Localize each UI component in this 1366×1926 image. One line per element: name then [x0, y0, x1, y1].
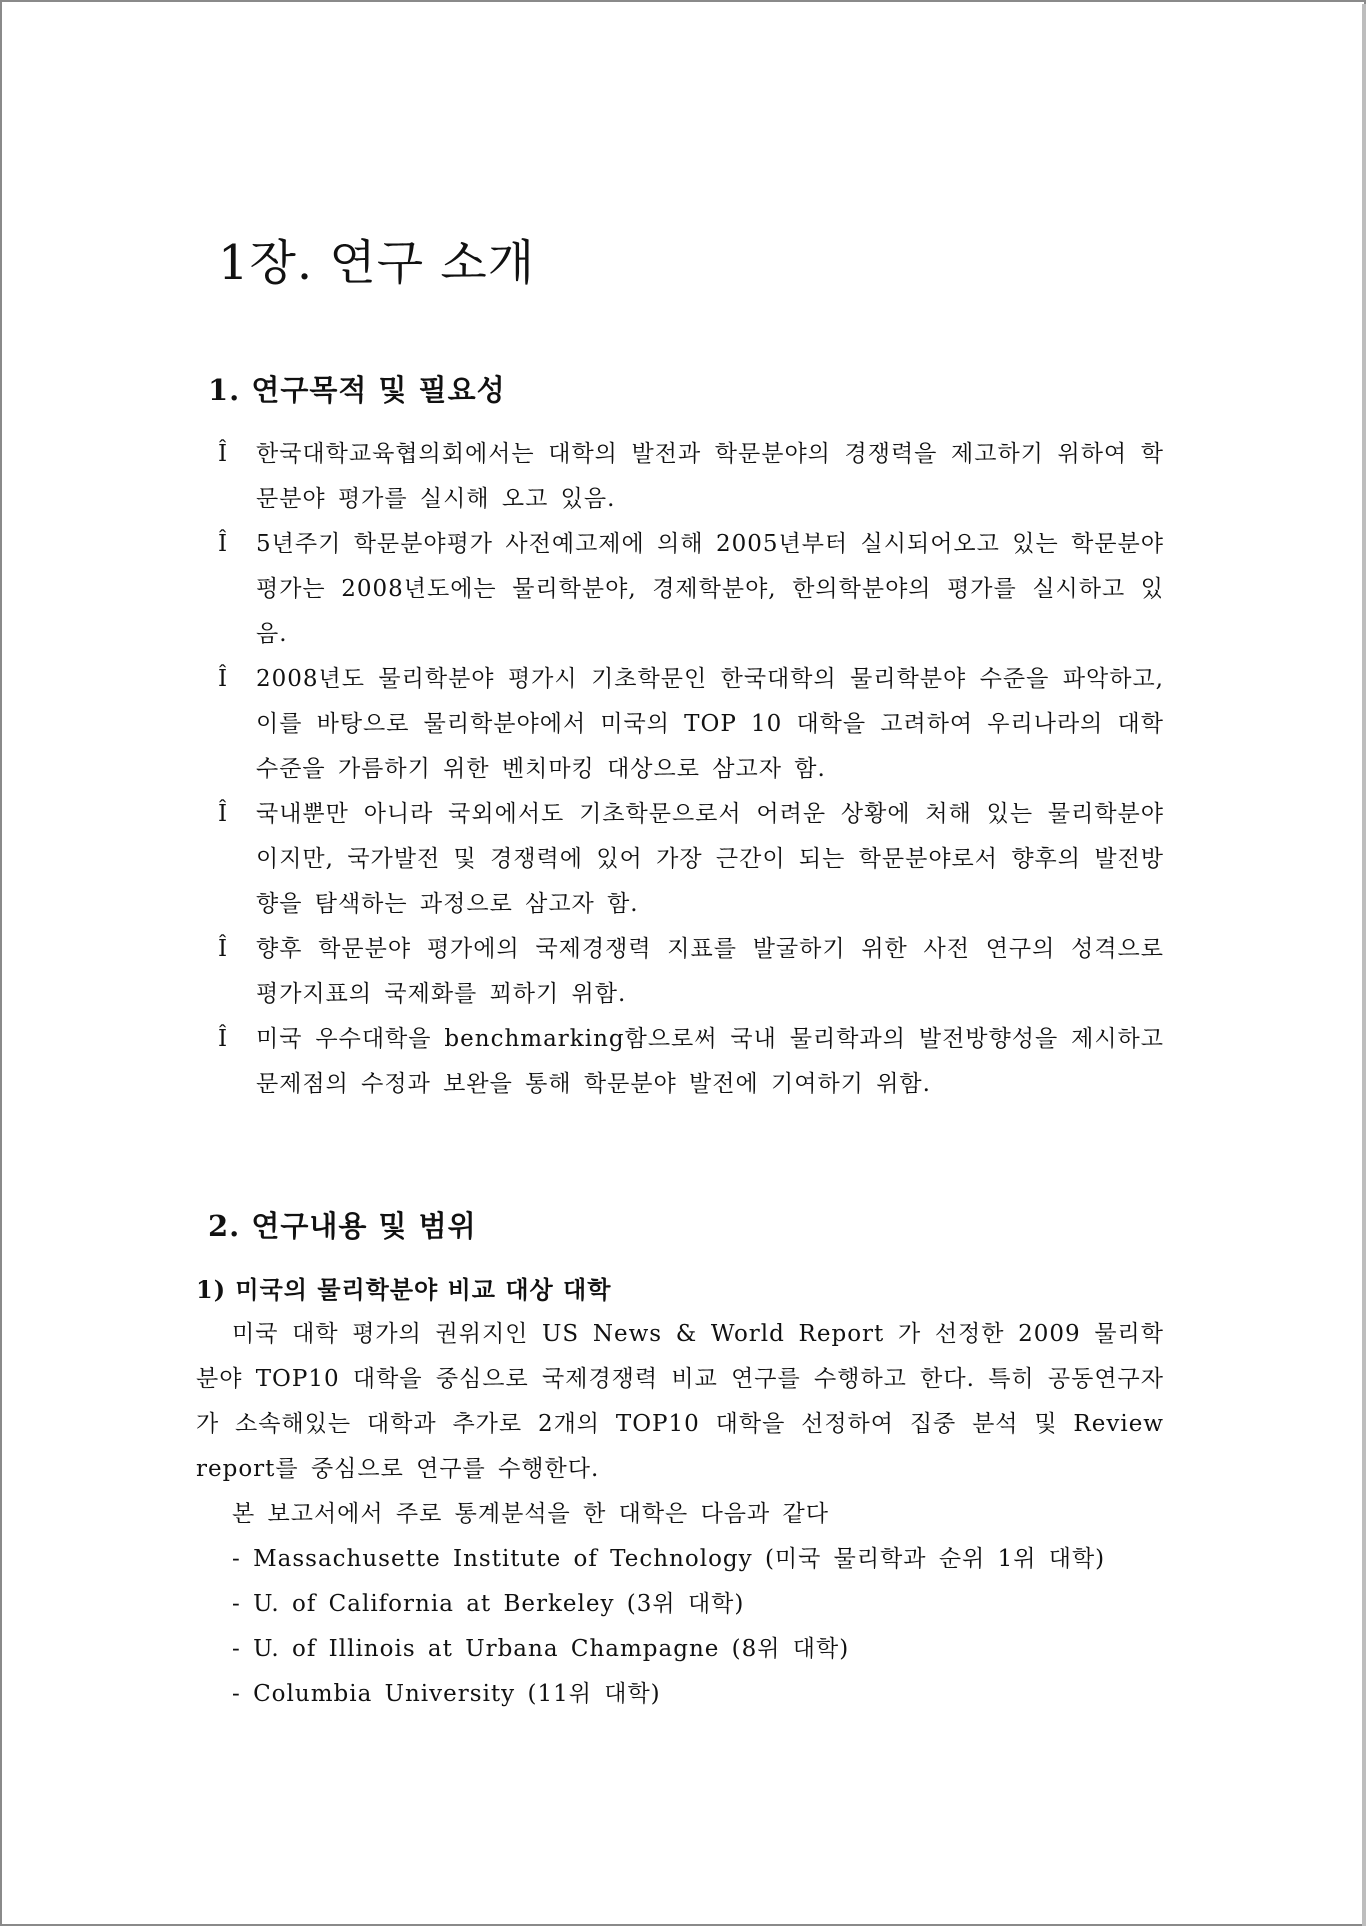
section-title-purpose: 1. 연구목적 및 필요성: [208, 373, 506, 407]
bullet-item: [214, 927, 1164, 1017]
bullet-text: 향후 학문분야 평가에의 국제경쟁력 지표를 발굴하기 위한 사전 연구의 성격으로 평가지표의 국제화를 꾀하기 위함.: [256, 936, 1164, 1007]
scope-paragraph: 미국 대학 평가의 권위지인 US News & World Report 가 선정한 2009 물리학분야 TOP10 대학을 중심으로 국제경쟁력 비교 연구를 수행하고 한다. 특히 공동연구자가 소속해있는 대학과 추가로 2개의 TOP10 대학을 선정하여 집중 분석 및 Review report를 중심으로 연구를 수행한다.: [196, 1321, 1164, 1482]
bullet-text: 국내뿐만 아니라 국외에서도 기초학문으로서 어려운 상황에 처해 있는 물리학분야이지만, 국가발전 및 경쟁력에 있어 가장 근간이 되는 학문분야로서 향후의 발전방향을 탐색하는 과정으로 삼고자 함.: [256, 801, 1164, 917]
university-item: - Columbia University (11위 대학): [232, 1681, 661, 1707]
analysis-intro-paragraph: 본 보고서에서 주로 통계분석을 한 대학은 다음과 같다: [232, 1501, 829, 1527]
university-item: - Massachusette Institute of Technology (미국 물리학과 순위 1위 대학): [232, 1546, 1106, 1572]
bullet-marker: Î: [218, 801, 229, 827]
chapter-title: 1장. 연구 소개: [218, 235, 536, 291]
bullet-text: 한국대학교육협의회에서는 대학의 발전과 학문분야의 경쟁력을 제고하기 위하여 학문분야 평가를 실시해 오고 있음.: [256, 441, 1164, 512]
bullet-item: [214, 1017, 1164, 1107]
bullet-marker: Î: [218, 441, 229, 467]
subsection-title-universities: 1) 미국의 물리학분야 비교 대상 대학: [196, 1275, 612, 1304]
bullet-marker: Î: [218, 531, 229, 557]
page-shadow: [1362, 4, 1366, 1926]
bullet-item: [214, 432, 1164, 522]
bullet-item: [214, 792, 1164, 927]
bullet-marker: Î: [218, 666, 229, 692]
bullet-item: [214, 657, 1164, 792]
bullet-marker: Î: [218, 1026, 229, 1052]
purpose-bullet-list: [214, 432, 1164, 1107]
university-item: - U. of Illinois at Urbana Champagne (8위 대학): [232, 1636, 850, 1662]
university-list: [232, 1537, 1105, 1717]
bullet-item: [214, 522, 1164, 657]
section-title-scope: 2. 연구내용 및 범위: [208, 1209, 477, 1243]
university-item: - U. of California at Berkeley (3위 대학): [232, 1591, 745, 1617]
bullet-text: 5년주기 학문분야평가 사전예고제에 의해 2005년부터 실시되어오고 있는 학문분야평가는 2008년도에는 물리학분야, 경제학분야, 한의학분야의 평가를 실시하고 있음.: [256, 531, 1164, 647]
bullet-text: 미국 우수대학을 benchmarking함으로써 국내 물리학과의 발전방향성을 제시하고 문제점의 수정과 보완을 통해 학문분야 발전에 기여하기 위함.: [256, 1026, 1164, 1097]
bullet-text: 2008년도 물리학분야 평가시 기초학문인 한국대학의 물리학분야 수준을 파악하고, 이를 바탕으로 물리학분야에서 미국의 TOP 10 대학을 고려하여 우리나라의 대학 수준을 가름하기 위한 벤치마킹 대상으로 삼고자 함.: [256, 666, 1164, 782]
page-content: [2, 2, 1364, 1924]
bullet-marker: Î: [218, 936, 229, 962]
